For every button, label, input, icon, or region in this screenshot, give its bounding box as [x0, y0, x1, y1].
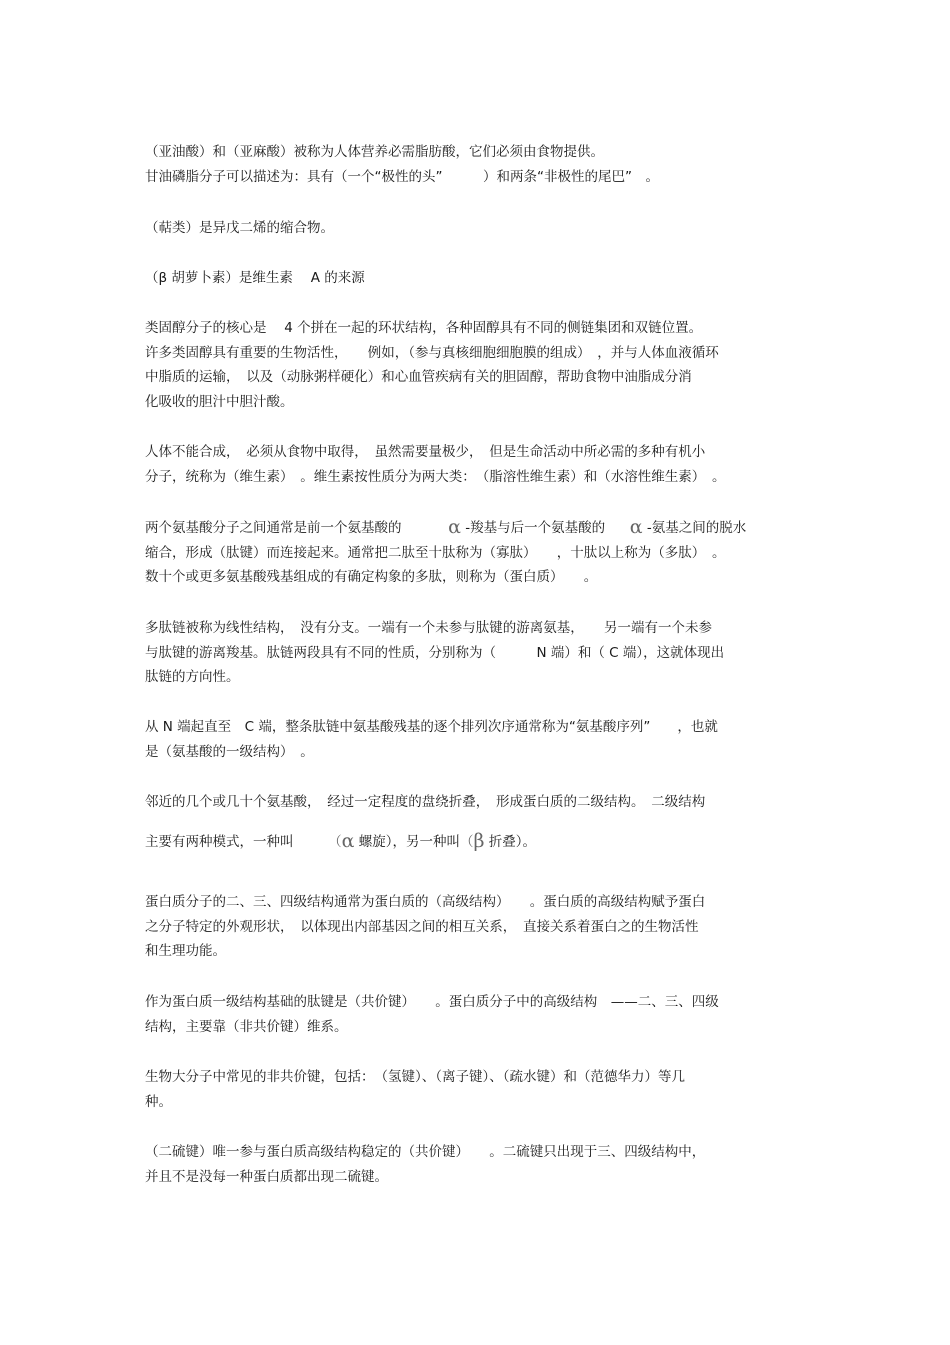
text-line: 分子，统称为（维生素） 。维生素按性质分为两大类： （脂溶性维生素）和（水溶性维生素） 。 [145, 468, 726, 485]
paragraph-secondary-structure [145, 790, 705, 854]
paragraph-peptide-bond [145, 516, 746, 590]
text-line: 是（氨基酸的一级结构） 。 [145, 743, 314, 760]
text-line: 邻近的几个或几十个氨基酸， 经过一定程度的盘绕折叠， 形成蛋白质的二级结构。 二级结构 [145, 794, 706, 810]
text-line: 生物大分子中常见的非共价键，包括： （氢键）、（离子键）、（疏水键）和（范德华力）等几 [145, 1069, 685, 1085]
text-line: 许多类固醇具有重要的生物活性， 例如，（参与真核细胞细胞膜的组成） ，并与人体血液循环 [145, 344, 719, 361]
paragraph-disulfide [145, 1140, 705, 1189]
beta-symbol: β [473, 829, 485, 852]
paragraph-terpenes [145, 216, 334, 241]
text-line: 数十个或更多氨基酸残基组成的有确定构象的多肽，则称为（蛋白质） 。 [145, 569, 598, 585]
paragraph-steroids [145, 316, 719, 414]
text-line: 从 N 端起直至 C 端，整条肽链中氨基酸残基的逐个排列次序通常称为“氨基酸序列” ，也就 [145, 719, 718, 735]
text-line-alpha [145, 516, 746, 541]
text-line: 人体不能合成， 必须从食物中取得， 虽然需要量极少， 但是生命活动中所必需的多种有机小 [145, 444, 706, 460]
paragraph-polypeptide [145, 616, 724, 690]
paragraph-covalent-bond [145, 990, 719, 1039]
alpha-symbol: α [341, 829, 355, 852]
text-line: 种。 [145, 1093, 172, 1110]
text-line: 之分子特定的外观形状， 以体现出内部基因之间的相互关系， 直接关系着蛋白之的生物活性 [145, 918, 699, 935]
text-segment: 折叠）。 [484, 833, 537, 850]
text-line: 甘油磷脂分子可以描述为：具有（一个“极性的头” ）和两条“非极性的尾巴” 。 [145, 168, 659, 185]
text-line: 化吸收的胆汁中胆汁酸。 [145, 393, 294, 410]
text-segment: 主要有两种模式，一种叫 [145, 833, 294, 850]
text-line: 蛋白质分子的二、三、四级结构通常为蛋白质的（高级结构） 。蛋白质的高级结构赋予蛋白 [145, 894, 706, 910]
paragraph-carotene [145, 266, 365, 291]
text-line: 结构，主要靠（非共价键）维系。 [145, 1018, 348, 1035]
text-line: 并且不是没每一种蛋白质都出现二硫键。 [145, 1168, 388, 1185]
text-segment: -氨基之间的脱水 [646, 520, 747, 536]
text-segment: （ [328, 833, 342, 850]
paragraph-fatty-acids [145, 140, 659, 189]
text-line: 多肽链被称为线性结构， 没有分支。一端有一个未参与肽键的游离氨基， 另一端有一个未参 [145, 620, 712, 636]
text-line: 缩合，形成（肽键）而连接起来。通常把二肽至十肽称为（寡肽） ，十肽以上称为（多肽） 。 [145, 544, 726, 561]
paragraph-vitamins [145, 440, 726, 489]
paragraph-primary-structure [145, 715, 718, 764]
paragraph-higher-structure [145, 890, 705, 964]
paragraph-noncovalent-bonds [145, 1065, 685, 1114]
text-line: 和生理功能。 [145, 943, 226, 959]
text-line: （萜类）是异戊二烯的缩合物。 [145, 220, 334, 236]
text-segment: -羧基与后一个氨基酸的 [465, 520, 606, 536]
text-segment: 螺旋），另一种叫 [354, 833, 460, 850]
text-line: （亚油酸）和（亚麻酸）被称为人体营养必需脂肪酸，它们必须由食物提供。 [145, 144, 604, 160]
text-segment: （ [459, 833, 474, 850]
text-segment: 两个氨基酸分子之间通常是前一个氨基酸的 [145, 520, 402, 536]
text-line: 作为蛋白质一级结构基础的肽键是（共价键） 。蛋白质分子中的高级结构 ——二、三、四级 [145, 994, 719, 1010]
alpha-symbol: α [629, 516, 643, 538]
alpha-symbol: α [448, 516, 461, 538]
text-line: 类固醇分子的核心是 4 个拼在一起的环状结构，各种固醇具有不同的侧链集团和双链位置。 [145, 320, 703, 336]
text-line-helix [145, 830, 705, 855]
text-line: （二硫键）唯一参与蛋白质高级结构稳定的（共价键） 。二硫键只出现于三、四级结构中， [145, 1144, 706, 1160]
text-line: 与肽键的游离羧基。肽链两段具有不同的性质，分别称为（ N 端）和（ C 端），这就体现出 [145, 644, 725, 661]
text-line: （β 胡萝卜素）是维生素 A 的来源 [145, 270, 365, 286]
text-line: 肽链的方向性。 [145, 669, 240, 685]
text-line: 中脂质的运输， 以及（动脉粥样硬化）和心血管疾病有关的胆固醇，帮助食物中油脂成分消 [145, 369, 692, 385]
